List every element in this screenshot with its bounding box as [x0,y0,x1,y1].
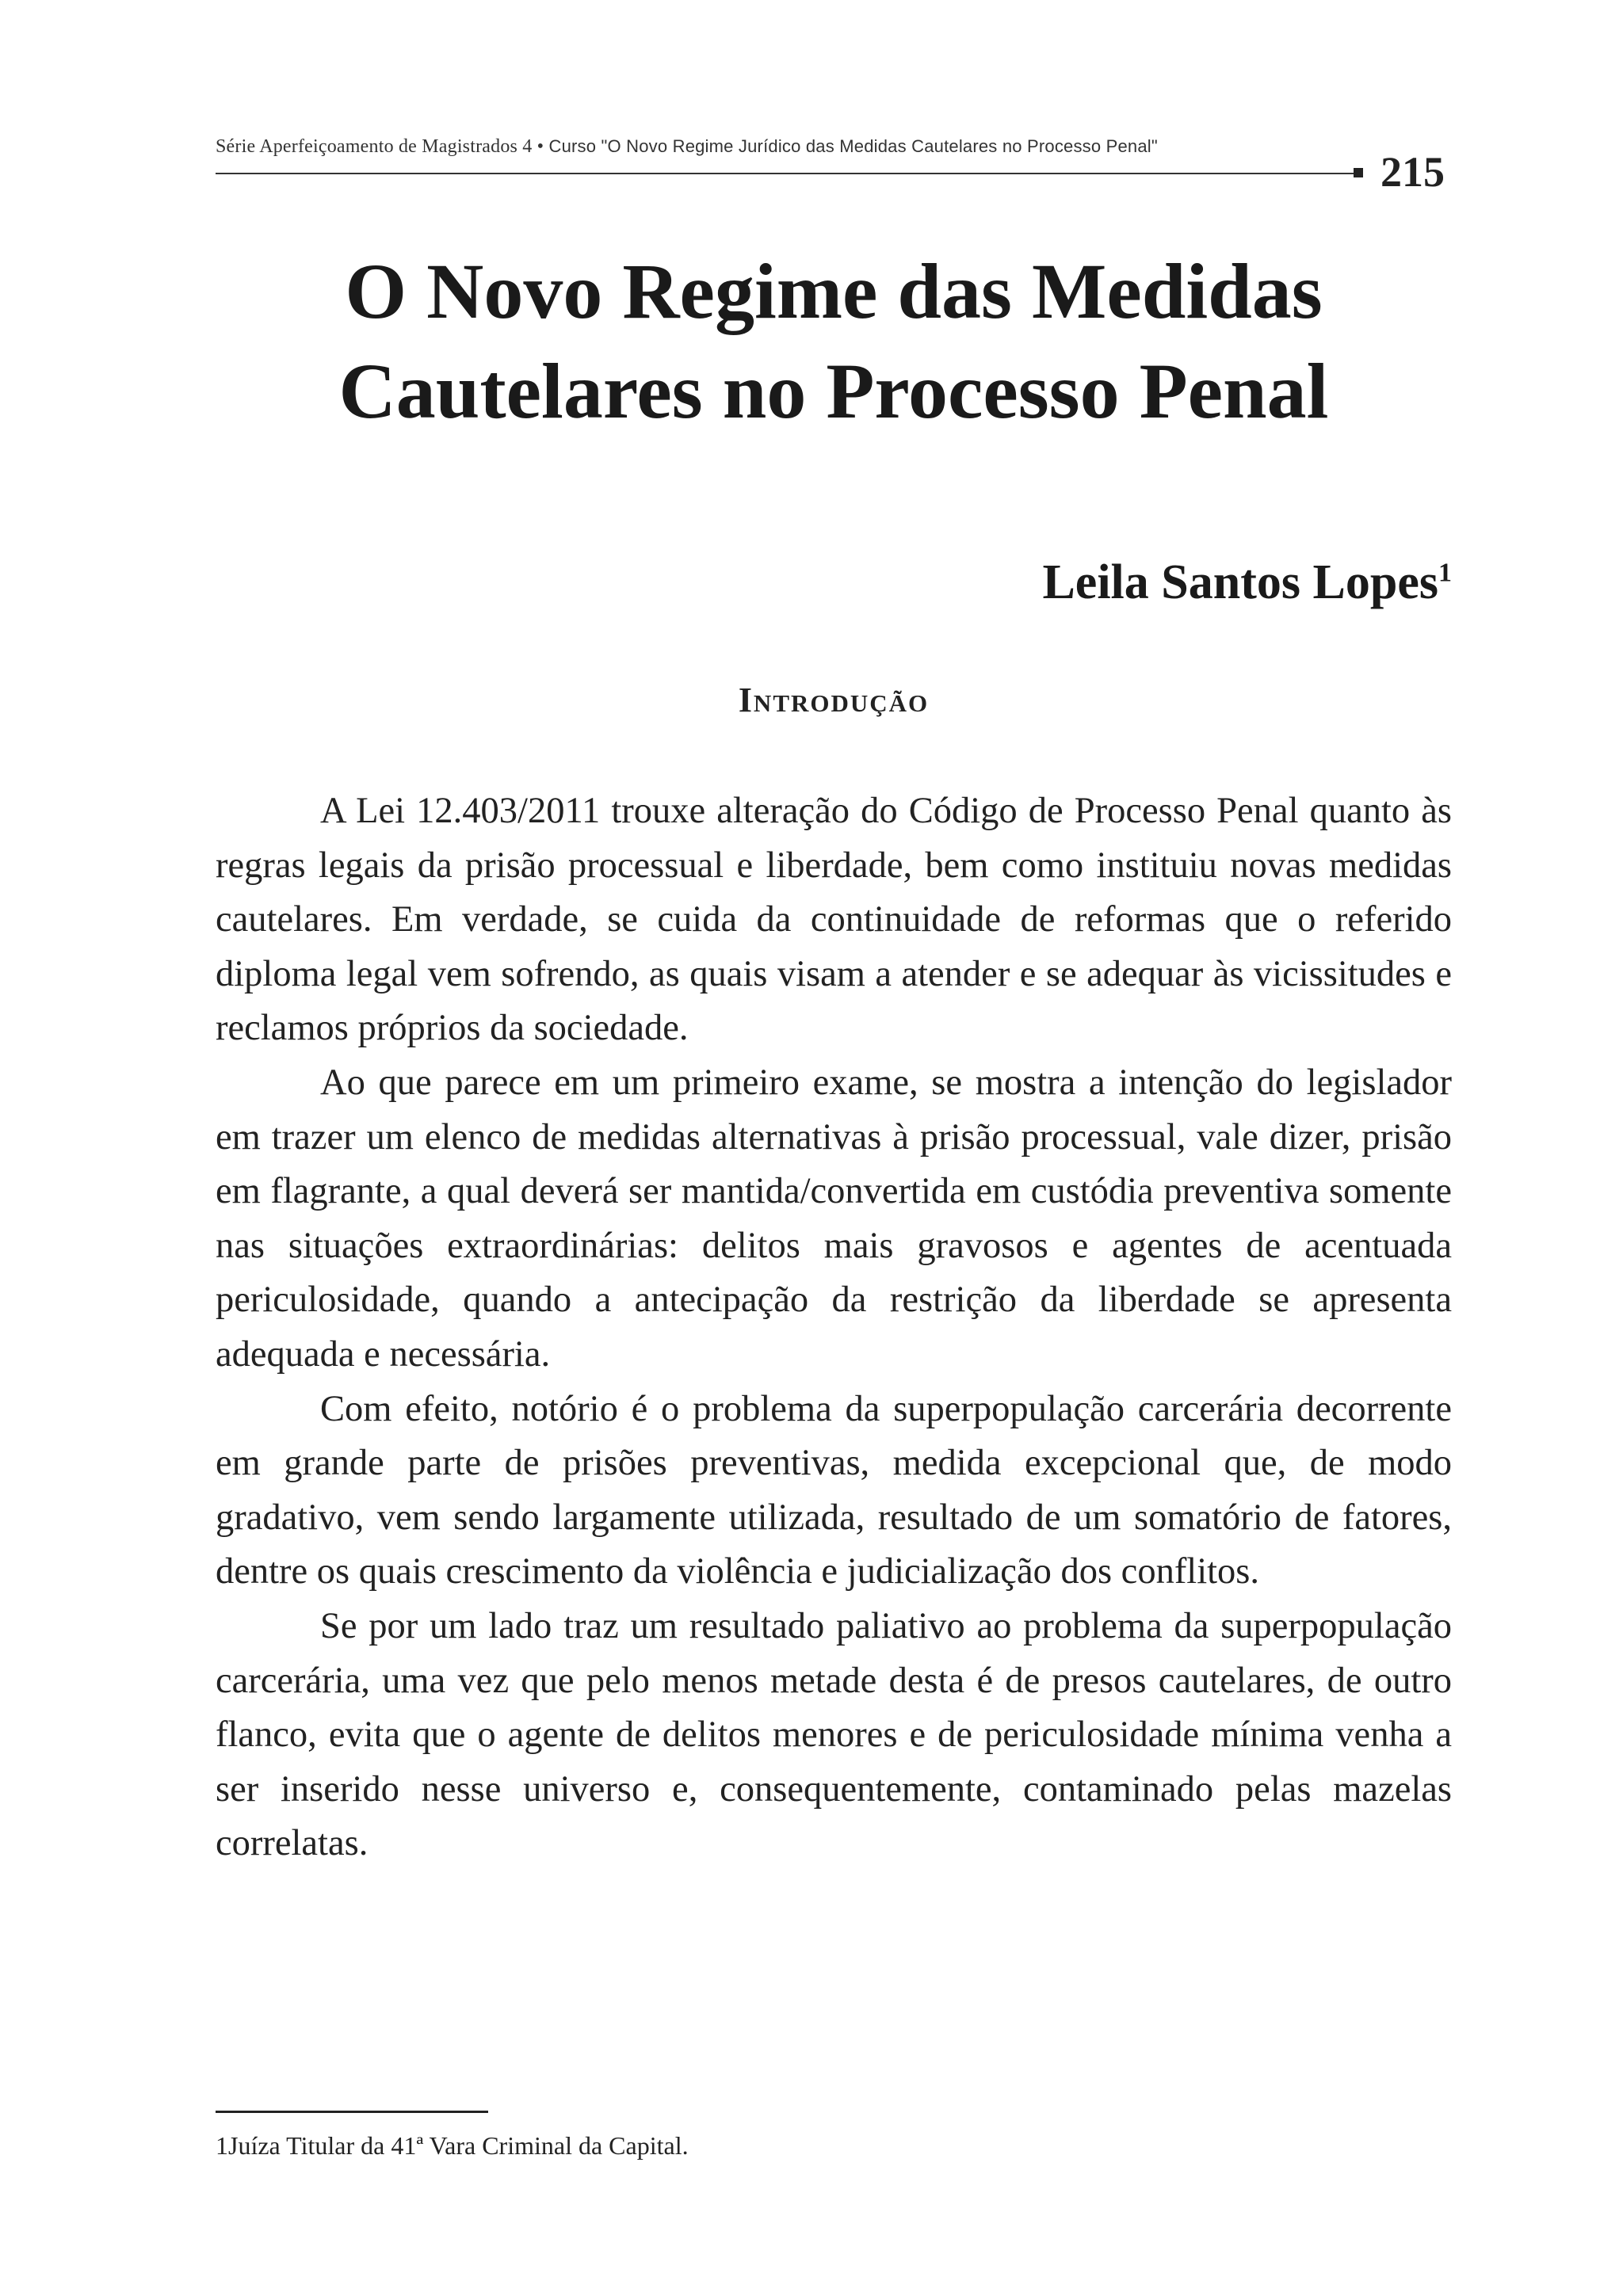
paragraph: Com efeito, notório é o problema da superpopulação carcerária decorrente em grande parte de prisões preventivas, medida excepcional que, de modo gradativo, vem sendo largamente utilizada, resultado de um somatório de fatores, dentre os quais crescimento da violência e judicialização dos conflitos. [216,1388,1452,1592]
header-series: Série Aperfeiçoamento de Magistrados 4 [216,136,533,157]
header-course: Curso "O Novo Regime Jurídico das Medidas Cautelares no Processo Penal" [548,136,1158,156]
header-rule [216,173,1357,174]
author-footnote-ref: 1 [1438,558,1452,588]
header-square-marker [1354,168,1363,177]
author-name [1042,555,1452,611]
paragraph: A Lei 12.403/2011 trouxe alteração do Código de Processo Penal quanto às regras legais da prisão processual e liberdade, bem como instituiu novas medidas cautelares. Em verdade, se cuida da continuidade de reformas que o referido diploma legal vem sofrendo, as quais visam a atender e se adequar às vicissitudes e reclamos próprios da sociedade. [216,791,1452,1049]
running-header [216,136,1452,196]
section-heading: Introdução [738,681,930,719]
header-separator: • [532,136,549,157]
body-text [216,784,1452,1871]
paragraph: Ao que parece em um primeiro exame, se mostra a intenção do legislador em trazer um elenco de medidas alternativas à prisão processual, vale dizer, prisão em flagrante, a qual deverá ser mantida/convertida em custódia preventiva somente nas situações extraordinárias: delitos mais gravosos e agentes de acentuada periculosidade, quando a antecipação da restrição da liberdade se apresenta adequada e necessária. [216,1062,1452,1375]
footnote: 1Juíza Titular da 41ª Vara Criminal da Capital. [216,2131,689,2160]
article-title [216,242,1452,441]
title-line-2: Cautelares no Processo Penal [338,347,1329,435]
title-line-1: O Novo Regime das Medidas [345,247,1323,335]
page-number: 215 [1381,148,1445,196]
header-text [216,136,1158,158]
footnote-rule [216,2111,488,2113]
paragraph: Se por um lado traz um resultado paliativo ao problema da superpopulação carcerária, uma vez que pelo menos metade desta é de presos cautelares, de outro flanco, evita que o agente de delitos menores e de periculosidade mínima venha a ser inserido nesse universo e, consequentemente, contaminado pelas mazelas correlatas. [216,1605,1452,1864]
author-name-text: Leila Santos Lopes [1042,555,1438,609]
